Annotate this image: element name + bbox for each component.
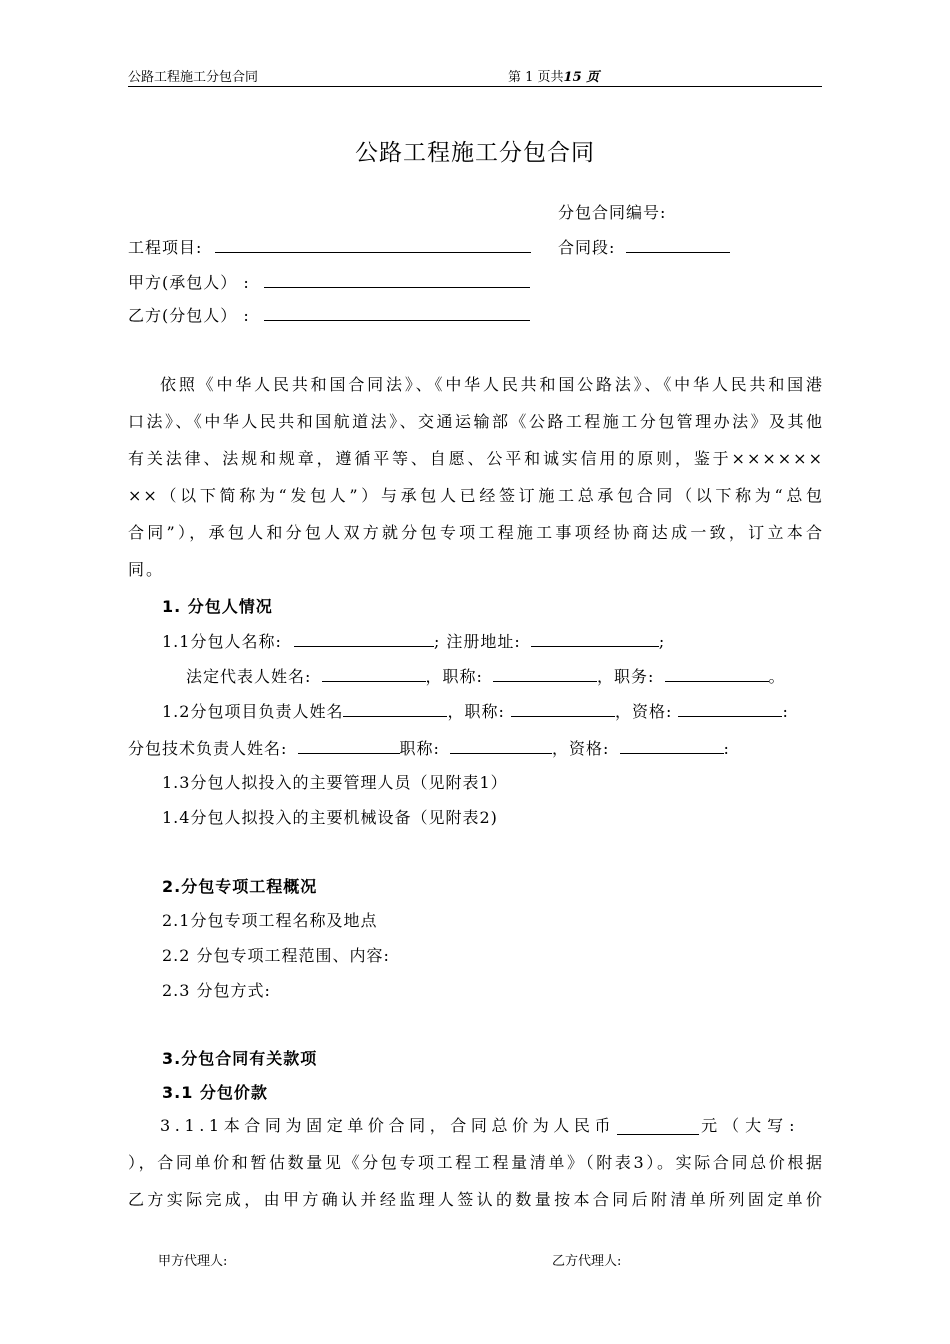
header-doc-name: 公路工程施工分包合同: [128, 70, 259, 85]
manager-title-label: ，职称:: [447, 702, 505, 721]
project-manager-blank[interactable]: [343, 702, 447, 717]
intro-line: ××（以下简称为“发包人”）与承包人已经签订施工总承包合同（以下称为“总包: [128, 486, 824, 505]
tech-title-label: 职称:: [399, 739, 440, 758]
tech-lead-line: [128, 736, 730, 759]
tech-qualification-label: ，资格:: [552, 739, 610, 758]
party-b-field: [128, 303, 530, 326]
subcontractor-name-blank[interactable]: [294, 632, 434, 647]
total-price-blank[interactable]: [617, 1120, 699, 1135]
management-staff-line: 1.3分包人拟投入的主要管理人员（见附表1）: [162, 773, 508, 792]
intro-line: 合同”），承包人和分包人双方就分包专项工程施工事项经协商达成一致，订立本合: [128, 523, 824, 542]
section-1-heading: 1. 分包人情况: [162, 597, 273, 616]
period: 。: [768, 667, 786, 686]
document-title: 公路工程施工分包合同: [355, 140, 595, 166]
party-b-blank[interactable]: [264, 306, 530, 321]
intro-line: 同。: [128, 560, 165, 579]
section-field: [558, 235, 730, 258]
tech-qualification-blank[interactable]: [620, 739, 724, 754]
project-name-line: 2.1分包专项工程名称及地点: [162, 911, 378, 930]
header-page-number: [508, 66, 599, 85]
section-label: 合同段:: [558, 238, 616, 257]
price-capital-label: 元（大写:: [701, 1116, 801, 1135]
project-scope-line: 2.2 分包专项工程范围、内容:: [162, 946, 390, 965]
intro-line: 有关法律、法规和规章，遵循平等、自愿、公平和诚实信用的原则，鉴于××××××: [128, 449, 824, 468]
manager-qualification-blank[interactable]: [678, 702, 782, 717]
colon: :: [723, 739, 730, 758]
subcontractor-name-label: 1.1分包人名称:: [162, 632, 282, 651]
price-line-2: ），合同单价和暂估数量见《分包专项工程工程量清单》（附表3）。实际合同总价根据: [128, 1153, 824, 1172]
project-blank[interactable]: [215, 238, 531, 253]
project-manager-label: 1.2分包项目负责人姓名: [162, 702, 344, 721]
section-2-heading: 2.分包专项工程概况: [162, 877, 318, 896]
party-a-label: 甲方(承包人） :: [128, 273, 250, 292]
party-b-label: 乙方(分包人） :: [128, 306, 250, 325]
title-label: ，职称:: [425, 667, 483, 686]
intro-paragraph: [128, 366, 824, 588]
party-a-agent-signature: 甲方代理人:: [158, 1254, 228, 1269]
title-blank[interactable]: [493, 667, 597, 682]
tech-lead-blank[interactable]: [298, 739, 400, 754]
price-line-1: [128, 1107, 824, 1144]
price-text: 3.1.1本合同为固定单价合同，合同总价为人民币: [160, 1116, 616, 1135]
manager-title-blank[interactable]: [511, 702, 615, 717]
colon: :: [782, 702, 789, 721]
project-field: [128, 235, 531, 258]
tech-title-blank[interactable]: [450, 739, 552, 754]
legal-rep-label: 法定代表人姓名:: [186, 667, 312, 686]
registered-address-blank[interactable]: [531, 632, 659, 647]
manager-qualification-label: ，资格:: [614, 702, 673, 721]
header-page-prefix: 第 1 页共: [508, 70, 564, 85]
section-blank[interactable]: [626, 238, 730, 253]
semicolon: ;: [658, 632, 666, 651]
party-a-field: [128, 270, 530, 293]
header-page-total: 15 页: [563, 70, 600, 85]
project-manager-line: [162, 699, 789, 722]
price-paragraph: [128, 1107, 824, 1218]
party-a-blank[interactable]: [264, 273, 530, 288]
registered-address-label: ; 注册地址:: [433, 632, 521, 651]
position-blank[interactable]: [665, 667, 769, 682]
section-3-heading: 3.分包合同有关款项: [162, 1049, 318, 1068]
intro-line: 口法》、《中华人民共和国航道法》、交通运输部《公路工程施工分包管理办法》及其他: [128, 412, 824, 431]
legal-rep-blank[interactable]: [322, 667, 426, 682]
price-line-3: 乙方实际完成，由甲方确认并经监理人签认的数量按本合同后附清单所列固定单价: [128, 1190, 824, 1209]
tech-lead-label: 分包技术负责人姓名:: [128, 739, 288, 758]
intro-line: 依照《中华人民共和国合同法》、《中华人民共和国公路法》、《中华人民共和国港: [160, 375, 824, 394]
machinery-line: 1.4分包人拟投入的主要机械设备（见附表2): [162, 808, 498, 827]
page-header: [128, 66, 822, 87]
subcontractor-name-line: [162, 629, 665, 652]
position-label: ，职务:: [597, 667, 655, 686]
party-b-agent-signature: 乙方代理人:: [552, 1254, 622, 1269]
subcontract-method-line: 2.3 分包方式:: [162, 981, 271, 1000]
contract-number-label: 分包合同编号:: [558, 203, 667, 222]
section-3-1-heading: 3.1 分包价款: [162, 1083, 268, 1102]
project-label: 工程项目:: [128, 238, 203, 257]
legal-rep-line: [186, 664, 786, 687]
